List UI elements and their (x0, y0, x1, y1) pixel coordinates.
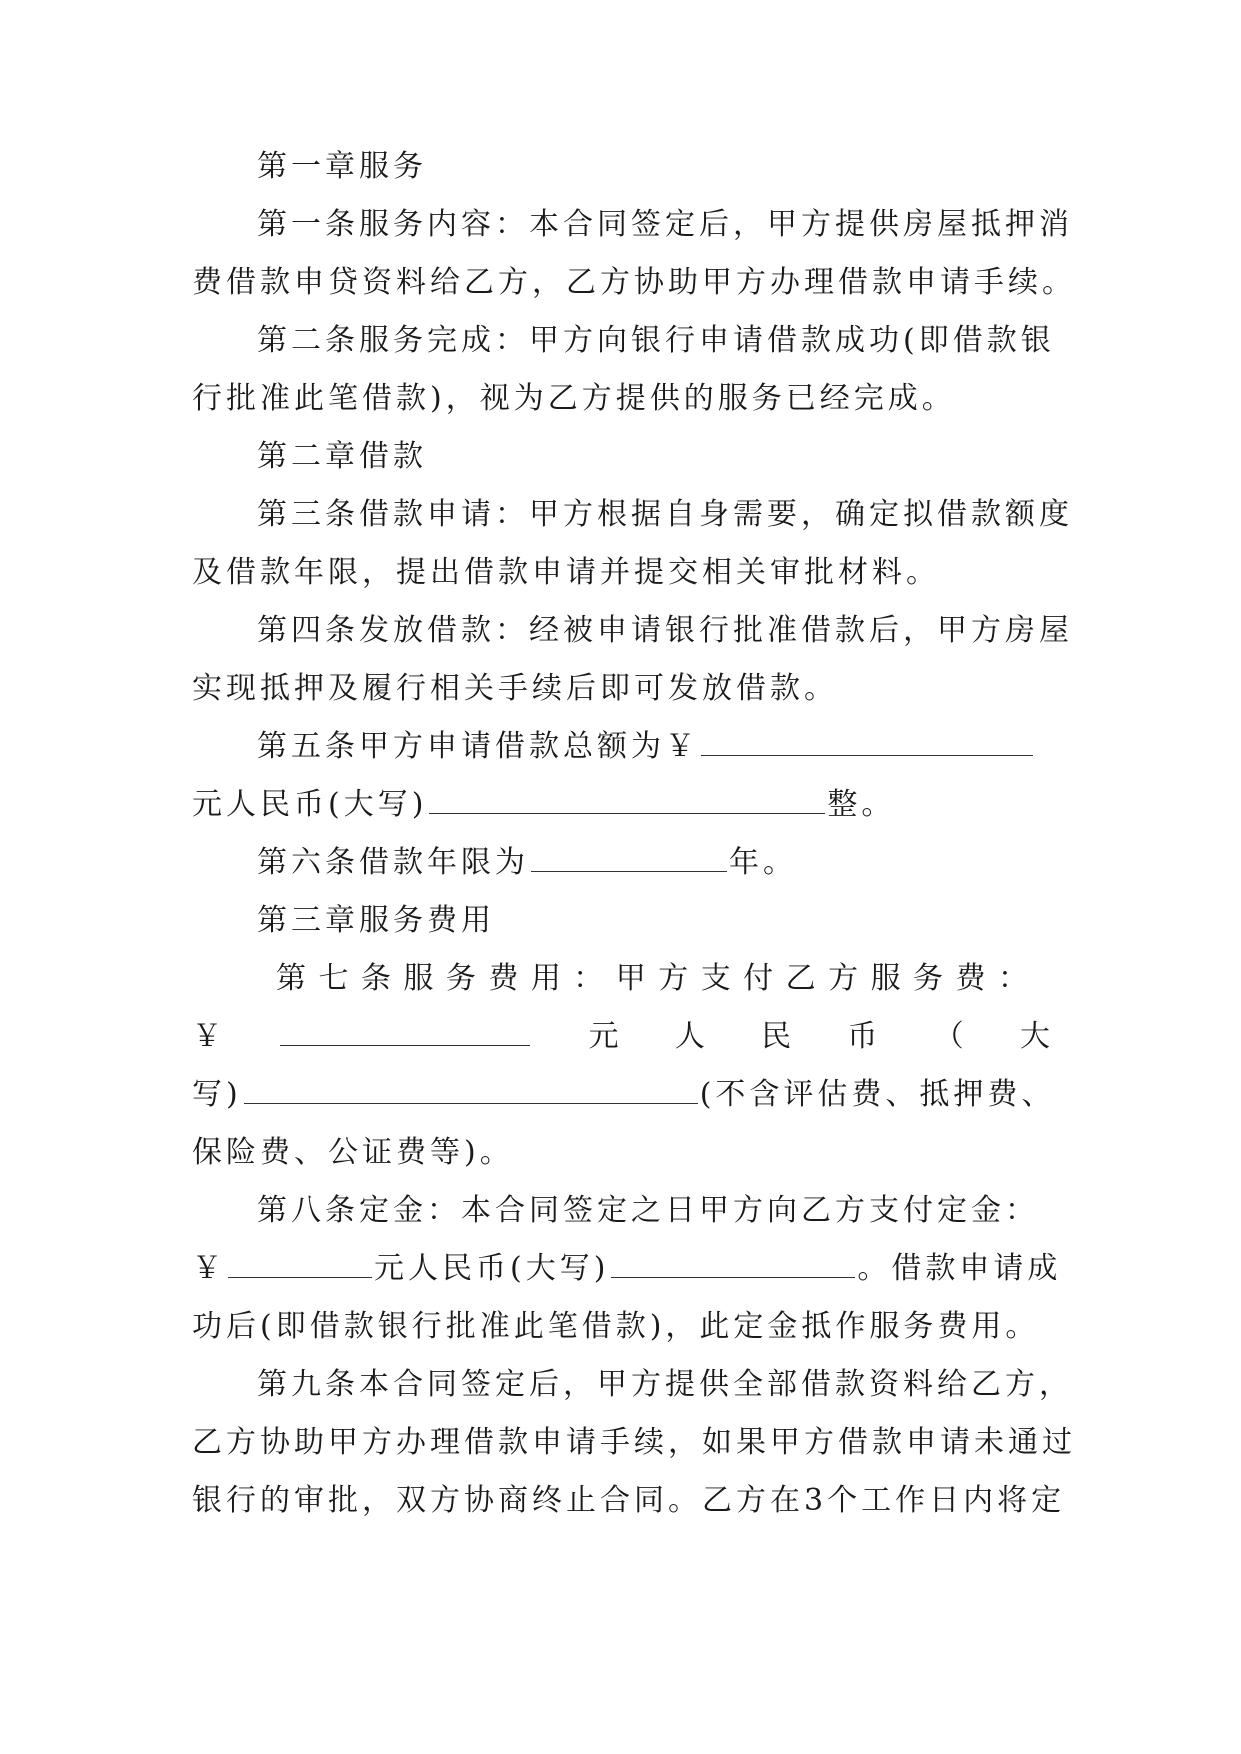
char: 方 (828, 961, 859, 996)
article-4-line-1: 第四条发放借款：经被申请银行批准借款后，甲方房屋 (257, 613, 1073, 648)
char: 费 (488, 961, 519, 996)
article-3-line-2: 及借款年限，提出借款申请并提交相关审批材料。 (192, 555, 940, 590)
char: 条 (360, 961, 391, 996)
char: 用 (530, 961, 561, 996)
article-1-line-1: 第一条服务内容：本合同签定后，甲方提供房屋抵押消 (257, 207, 1073, 242)
article-8-line-1: 第八条定金：本合同签定之日甲方向乙方支付定金： (257, 1193, 1039, 1228)
service-fee-figures-blank[interactable] (280, 1017, 530, 1046)
article-3-line-1: 第三条借款申请：甲方根据自身需要，确定拟借款额度 (257, 497, 1073, 532)
char: 服 (403, 961, 434, 996)
char: 第 (276, 961, 306, 996)
char: 服 (870, 961, 901, 996)
chapter-2-heading: 第二章借款 (257, 439, 427, 474)
amount-words-blank[interactable] (429, 785, 825, 814)
service-fee-exclusions: (不含评估费、抵押费、 (699, 1077, 1056, 1112)
article-5-line-1 (257, 727, 1050, 767)
chapter-3-heading: 第三章服务费用 (257, 903, 495, 938)
article-5-amount-label: 第五条甲方申请借款总额为￥ (257, 729, 699, 764)
char: 民 (761, 1019, 792, 1054)
amount-figures-blank[interactable] (701, 727, 1033, 756)
char: ： (997, 961, 1028, 996)
char: 付 (743, 961, 774, 996)
loan-term-suffix: 年。 (729, 845, 797, 880)
char: 元 (588, 1019, 619, 1054)
char: 方 (658, 961, 689, 996)
char: （ (933, 1019, 964, 1054)
char: 支 (700, 961, 731, 996)
article-4-line-2: 实现抵押及履行相关手续后即可发放借款。 (192, 671, 838, 706)
article-6-line (257, 843, 1050, 883)
article-9-line-1: 第九条本合同签定后，甲方提供全部借款资料给乙方， (257, 1367, 1073, 1402)
article-7-line-4: 保险费、公证费等)。 (192, 1135, 514, 1170)
article-7-line-1 (276, 959, 1028, 999)
char: 费 (955, 961, 986, 996)
char: 务 (913, 961, 944, 996)
article-5-line-2 (192, 785, 1050, 825)
article-8-line-3: 功后(即借款银行批准此笔借款)，此定金抵作服务费用。 (192, 1309, 1040, 1344)
char: 七 (318, 961, 349, 996)
article-9-line-2: 乙方协助甲方办理借款申请手续，如果甲方借款申请未通过 (192, 1425, 1076, 1460)
char: 甲 (615, 961, 646, 996)
char: 币 (847, 1019, 878, 1054)
loan-term-blank[interactable] (531, 843, 727, 872)
article-2-line-2: 行批准此笔借款)，视为乙方提供的服务已经完成。 (192, 381, 956, 416)
article-7-line-3 (192, 1075, 1056, 1115)
article-2-line-1: 第二条服务完成：甲方向银行申请借款成功(即借款银 (257, 323, 1055, 358)
deposit-words-label: 元人民币(大写) (374, 1251, 610, 1286)
service-fee-words-blank[interactable] (244, 1075, 698, 1104)
char: 乙 (785, 961, 816, 996)
char: 人 (674, 1019, 705, 1054)
chapter-1-heading: 第一章服务 (257, 149, 427, 184)
yuan-sign: ￥ (192, 1019, 222, 1054)
loan-term-label: 第六条借款年限为 (257, 845, 529, 880)
deposit-words-blank[interactable] (611, 1249, 855, 1278)
amount-suffix: 整。 (827, 787, 896, 822)
char: 大 (1019, 1019, 1050, 1054)
article-9-line-3: 银行的审批，双方协商终止合同。乙方在3个工作日内将定 (192, 1483, 1066, 1518)
article-8-line-2 (192, 1249, 1062, 1289)
char: 务 (445, 961, 476, 996)
char: ： (573, 961, 604, 996)
article-1-line-2: 费借款申贷资料给乙方，乙方协助甲方办理借款申请手续。 (192, 265, 1076, 300)
service-fee-words-label: 写) (192, 1077, 242, 1112)
deposit-figures-blank[interactable] (228, 1249, 372, 1278)
amount-words-label: 元人民币(大写) (192, 787, 428, 822)
deposit-yuan-sign: ￥ (192, 1251, 226, 1286)
deposit-continuation: 。借款申请成 (857, 1251, 1062, 1286)
article-7-line-2 (192, 1017, 1050, 1057)
